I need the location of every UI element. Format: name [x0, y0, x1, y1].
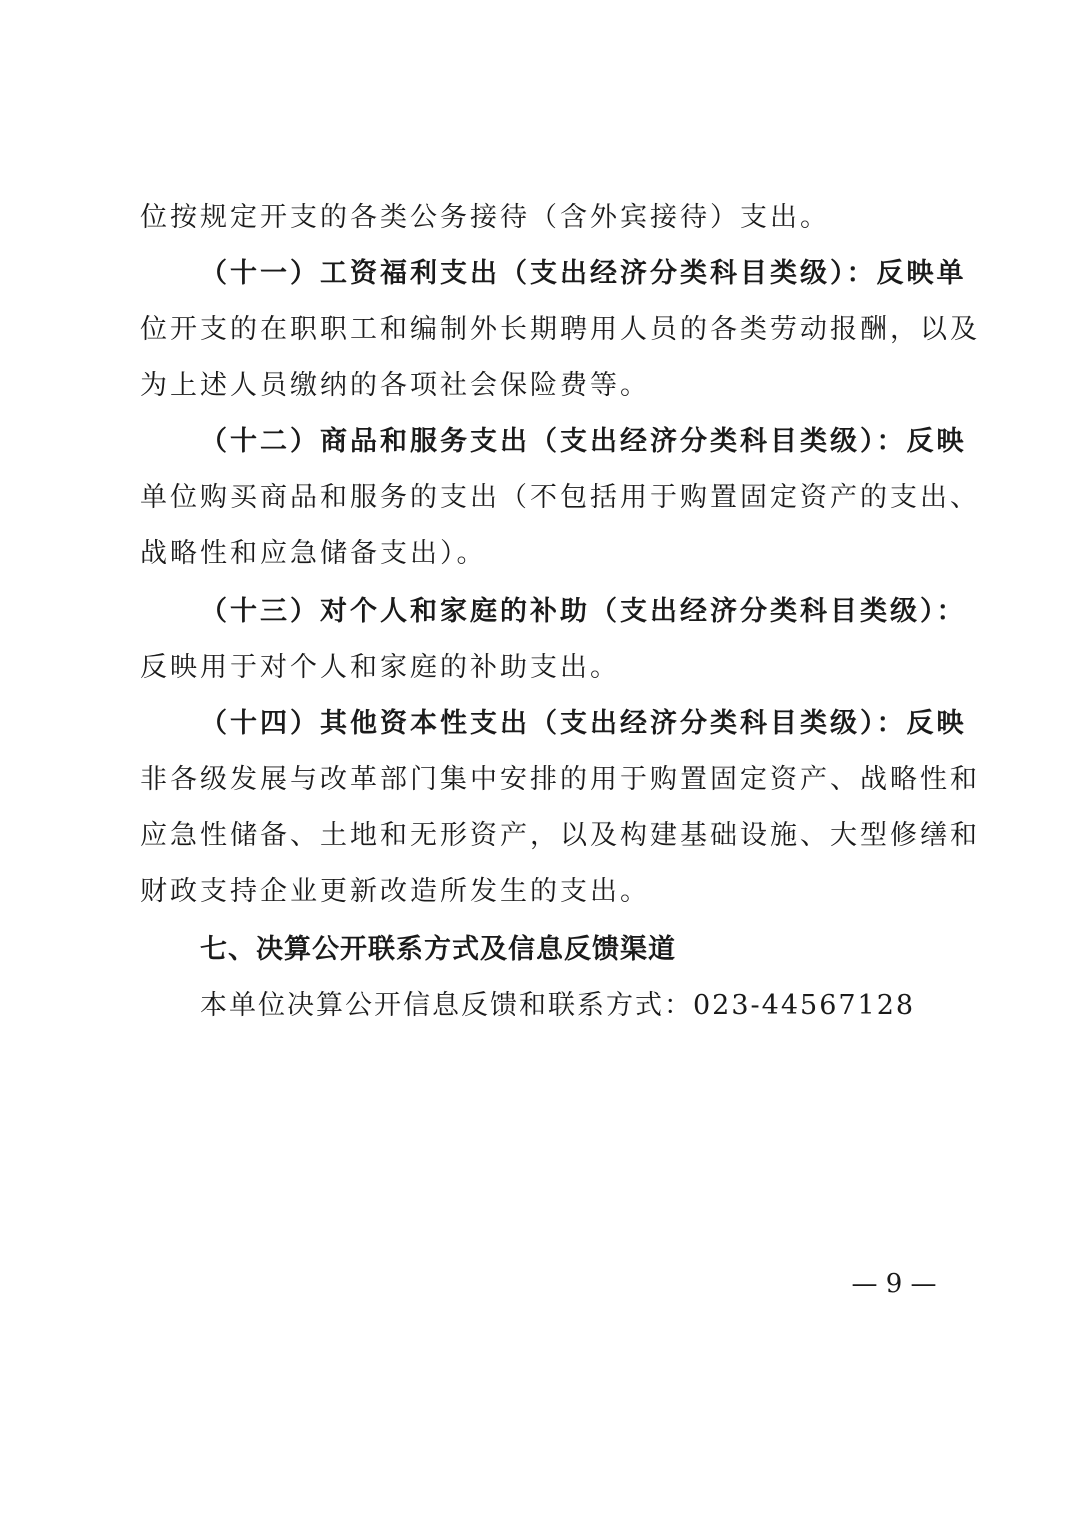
paragraph-line: 应急性储备、土地和无形资产，以及构建基础设施、大型修缮和	[140, 820, 980, 851]
item-11-title-line: （十一）工资福利支出（支出经济分类科目类级）：反映单	[200, 258, 967, 289]
paragraph-line: 战略性和应急储备支出）。	[140, 538, 487, 569]
paragraph-line: 位开支的在职职工和编制外长期聘用人员的各类劳动报酬，以及	[140, 314, 980, 345]
paragraph-line: 反映用于对个人和家庭的补助支出。	[140, 652, 620, 683]
page-number: — 9 —	[851, 1269, 937, 1299]
item-13-title-line: （十三）对个人和家庭的补助（支出经济分类科目类级）：	[200, 596, 967, 627]
paragraph-line: 财政支持企业更新改造所发生的支出。	[140, 876, 650, 907]
item-14-title-line: （十四）其他资本性支出（支出经济分类科目类级）：反映	[200, 708, 967, 739]
paragraph-line: 单位购买商品和服务的支出（不包括用于购置固定资产的支出、	[140, 482, 980, 513]
section-heading: 七、决算公开联系方式及信息反馈渠道	[200, 934, 676, 965]
item-12-title-line: （十二）商品和服务支出（支出经济分类科目类级）：反映	[200, 426, 967, 457]
paragraph-line: 为上述人员缴纳的各项社会保险费等。	[140, 370, 650, 401]
contact-line: 本单位决算公开信息反馈和联系方式：023-44567128	[200, 990, 916, 1021]
paragraph-line: 位按规定开支的各类公务接待（含外宾接待）支出。	[140, 202, 830, 233]
paragraph-line: 非各级发展与改革部门集中安排的用于购置固定资产、战略性和	[140, 764, 980, 795]
